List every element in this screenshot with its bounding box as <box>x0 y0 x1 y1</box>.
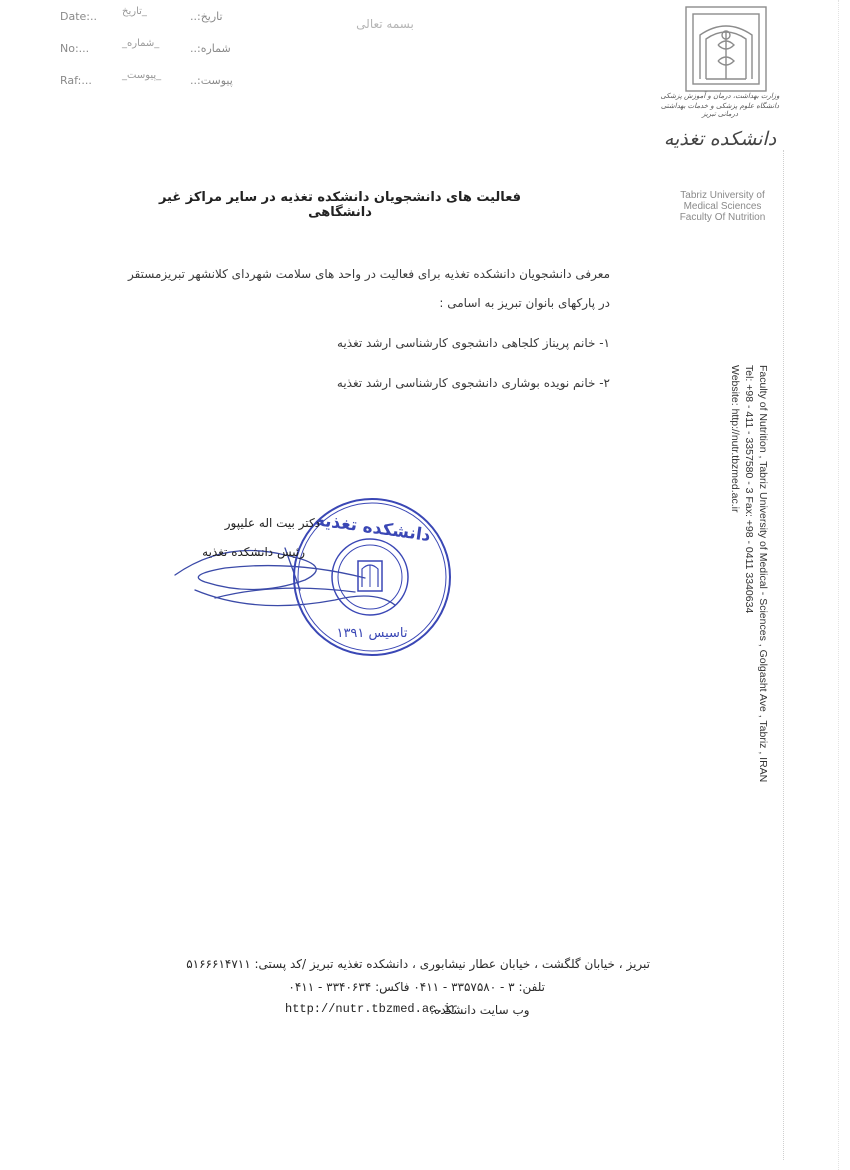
vertical-contact-block <box>728 365 770 845</box>
university-name-line2: Medical Sciences <box>683 201 762 212</box>
number-label-latin: No:... <box>60 42 90 55</box>
student-item-2: ۲- خانم نویده بوشاری دانشجوی کارشناسی ارشد تغذیه <box>336 376 610 390</box>
logo-script-line1: وزارت بهداشت، درمان و آموزش پزشکی <box>660 92 780 100</box>
date-fill: _تاریخ <box>122 6 147 17</box>
logo-script-faculty: دانشکده تغذیه <box>663 128 777 150</box>
intro-line-1: معرفی دانشجویان دانشکده تغذیه برای فعالیت در واحد های سلامت شهردای کلانشهر تبریزمستقر <box>127 267 610 281</box>
logo-script <box>660 92 780 150</box>
university-name-line1: Tabriz University of <box>680 190 765 201</box>
stamp-bottom-text: تاسیس ۱۳۹۱ <box>336 626 408 641</box>
bismillah: بسمه تعالی <box>356 17 414 31</box>
number-field <box>60 38 240 62</box>
letter-title: فعالیت های دانشجویان دانشکده تغذیه در سایر مراکز غیر دانشگاهی <box>158 190 522 220</box>
vertical-contact-website: Website: http://nutr.tbzmed.ac.ir <box>729 365 741 513</box>
footer-website-link[interactable]: http://nutr.tbzmed.ac.ir <box>285 1002 458 1016</box>
number-label-persian: شماره:.. <box>190 42 231 55</box>
signatory-name: دکتر بیت اله علیپور <box>224 516 320 530</box>
footer-website-label: وب سایت دانشکده: <box>430 1003 530 1017</box>
vertical-contact-phone: Tel: +98 - 411 - 3357580 - 3 Fax: +98 - 0411 3340634 <box>743 365 755 614</box>
attachment-label-persian: پیوست:.. <box>190 74 233 87</box>
footer-address: تبریز ، خیابان گلگشت ، خیابان عطار نیشابوری ، دانشکده تغذیه تبریز /کد پستی: ۵۱۶۶۶۱۴۷۱۱ <box>186 957 650 971</box>
stamp-top-text: دانشکده تغذیه <box>313 510 432 547</box>
footer-phone: تلفن: ۳ - ۳۳۵۷۵۸۰ - ۰۴۱۱ فاکس: ۳۳۴۰۶۳۴ - ۰۴۱۱ <box>288 980 545 994</box>
number-fill: _شماره_ <box>122 38 160 49</box>
date-label-latin: Date:.. <box>60 10 97 23</box>
university-name-english <box>660 190 785 223</box>
logo-script-line2: دانشگاه علوم پزشکی و خدمات بهداشتی درمانی تبریز <box>660 102 780 118</box>
attachment-label-latin: Raf:... <box>60 74 92 87</box>
date-field <box>60 6 240 30</box>
page-edge-divider <box>838 0 839 1170</box>
intro-line-2: در پارکهای بانوان تبریز به اسامی : <box>439 296 610 310</box>
margin-divider <box>783 150 784 1160</box>
university-logo-icon <box>684 5 768 95</box>
attachment-field <box>60 70 240 94</box>
signatory-title: رئیس دانشکده تغذیه <box>202 545 305 559</box>
vertical-contact-address: Faculty of Nutrition , Tabriz University of Medical - Sciences , Golgasht Ave , Tabriz , IRAN <box>757 365 769 783</box>
university-name-line3: Faculty Of Nutrition <box>679 212 766 223</box>
student-item-1: ۱- خانم پریناز کلجاهی دانشجوی کارشناسی ارشد تغذیه <box>337 336 610 350</box>
date-label-persian: تاریخ:.. <box>190 10 223 23</box>
attachment-fill: _پیوست_ <box>122 70 162 81</box>
